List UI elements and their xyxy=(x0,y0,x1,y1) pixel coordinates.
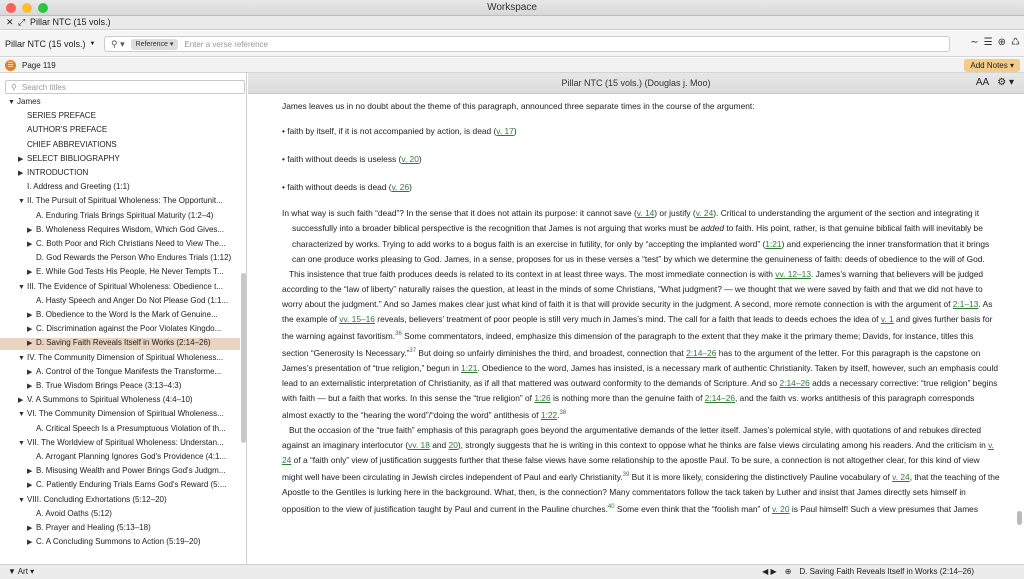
toc-item[interactable] xyxy=(0,253,240,265)
toc-item-label: A. Control of the Tongue Manifests the Transforme... xyxy=(36,366,222,376)
bullet-item: • faith without deeds is dead (v. 26) xyxy=(282,182,412,193)
toc-item-label: E. While God Tests His People, He Never Tempts T... xyxy=(36,267,224,277)
verse-link[interactable]: 1:21 xyxy=(765,238,782,249)
toc-item-label: C. Discrimination against the Poor Violates Kingdo... xyxy=(36,324,222,334)
verse-reference-input[interactable] xyxy=(184,40,784,49)
toc-item[interactable] xyxy=(0,409,240,421)
status-left[interactable]: ▼ Art ▾ xyxy=(8,567,35,576)
paragraph-3: But the occasion of the “true faith” emphasis of this paragraph goes beyond the argumentative demands of the letter itself. James’s polemical style, with quotations of and rebukes directed against an imaginary interlocutor (vv. 18 and 20), strongly suggests that he is writing in this context to oppose what he thinks are false views circulating among his readers. And the criticism in v. 24 of a “faith only” view of justification suggests further that these false views have some relationship to the apostle Paul. To be sure, a connection is not altogether clear, for this kind of view might well have been circulating in Jewish circles independent of Paul and early Christianity.$^{39}$ But it is more likely, considering the distinctively Pauline vocabulary of v. 24, that the teaching of the Apostle to the Gentiles is lurking here in the background. What, then, is the connection? Many commentators follow the tack taken by Luther and insist that James directly sets himself in opposition to the view of justification taught by Paul and current in the Pauline churches.$^{40}$ Some even think that the “foolish man” of v. 20 is Paul himself! Such a view presumes that James xyxy=(282,425,1000,515)
bullet-item: • faith without deeds is useless (v. 20) xyxy=(282,154,422,165)
toc-item[interactable] xyxy=(0,381,240,393)
globe-icon[interactable]: ⊕ xyxy=(784,567,792,576)
toc-item[interactable] xyxy=(0,154,240,166)
toc-item-label: A. Hasty Speech and Anger Do Not Please God (1:1... xyxy=(36,295,229,305)
toc-item[interactable] xyxy=(0,509,240,521)
toc-item-label: II. The Pursuit of Spiritual Wholeness: The Opportunit... xyxy=(27,196,223,206)
verse-link[interactable]: vv. 15–16 xyxy=(339,314,375,325)
toc-item-label: V. A Summons to Spiritual Wholeness (4:4–10) xyxy=(27,395,193,405)
toc-item[interactable] xyxy=(0,424,240,436)
toc-item[interactable] xyxy=(0,239,240,251)
chevron-down-icon[interactable]: ▼ xyxy=(18,496,25,504)
toc-item[interactable] xyxy=(0,452,240,464)
recycle-icon[interactable]: ♺ xyxy=(1011,37,1020,48)
toc-item[interactable] xyxy=(0,296,240,308)
chevron-down-icon[interactable]: ▼ xyxy=(18,411,25,419)
toc-item[interactable] xyxy=(0,267,240,279)
toc-item-label: IV. The Community Dimension of Spiritual Wholeness... xyxy=(27,352,224,362)
toc-item[interactable] xyxy=(0,168,240,180)
status-left-label: Art xyxy=(17,567,28,576)
toc-item[interactable] xyxy=(0,523,240,535)
chevron-right-icon[interactable]: ▶ xyxy=(27,326,33,334)
toc-item-label: B. Wholeness Requires Wisdom, Which God Gives... xyxy=(36,224,225,234)
verse-link[interactable]: v. 17 xyxy=(496,126,514,137)
toc-item-label: C. Patiently Enduring Trials Earns God's Reward (5:... xyxy=(36,480,227,490)
window-title: Workspace xyxy=(487,2,537,13)
footnote-marker[interactable]: 39 xyxy=(622,472,630,479)
expand-icon[interactable]: ⤢ xyxy=(18,17,26,27)
chevron-down-icon[interactable]: ▼ xyxy=(18,354,25,362)
verse-link[interactable]: 2:14–26 xyxy=(704,393,736,404)
toc-item[interactable] xyxy=(0,466,240,478)
footnote-marker[interactable]: 37 xyxy=(409,348,417,355)
verse-link[interactable]: 2:14–26 xyxy=(686,347,717,358)
chevron-right-icon[interactable]: ▶ xyxy=(27,312,33,319)
toc-sidebar xyxy=(0,73,247,564)
add-notes-label: Add Notes xyxy=(970,61,1008,70)
reference-type-pill[interactable]: Reference ▾ xyxy=(131,39,179,50)
verse-link[interactable]: vv. 18 xyxy=(408,440,430,451)
chevron-right-icon[interactable]: ▶ xyxy=(27,340,33,348)
paragraph-1: In what way is such faith “dead”? In the sense that it does not attain its purpose: it cannot save (v. 14) or justify (v. 24). Critical to understanding the argument of the section and integrating it successfully into a broader biblical perspective is the recognition that James is not arguing that works must be added to faith. His point, rather, is that genuine biblical faith will inevitably be characterized by works. Trying to add works to a bogus faith is an exercise in futility, for only by “accepting the implanted word” (1:21) and experiencing the inner transformation that it brings can one produce works pleasing to God. James, in a sense, proposes for us in these verses a “test” by which we determine the genuineness of faith: deeds of obedience to the will of God. xyxy=(282,208,990,264)
verse-link[interactable]: 2:14–26 xyxy=(779,378,810,388)
page-bar xyxy=(0,58,1024,73)
chevron-right-icon[interactable]: ▶ xyxy=(18,170,24,177)
toc-item[interactable] xyxy=(0,338,240,350)
toc-item-label: A. Enduring Trials Brings Spiritual Maturity (1:2–4) xyxy=(36,210,214,220)
chevron-right-icon[interactable]: ▶ xyxy=(18,397,24,405)
footnote-marker[interactable]: 38 xyxy=(559,410,567,417)
toc-item-label: C. A Concluding Summons to Action (5:19–20) xyxy=(36,537,201,547)
window-titlebar xyxy=(0,0,1024,16)
toc-item[interactable] xyxy=(0,282,240,294)
chevron-right-icon[interactable]: ▶ xyxy=(27,226,33,234)
chevron-right-icon[interactable]: ▶ xyxy=(27,539,33,547)
toc-item[interactable] xyxy=(0,310,240,322)
toc-item-label: III. The Evidence of Spiritual Wholeness: Obedience t... xyxy=(27,281,223,291)
content-pane xyxy=(248,73,1024,564)
list-icon[interactable]: ☰ xyxy=(983,37,993,48)
title-search-placeholder: Search titles xyxy=(21,82,66,92)
toc-item-label: B. Obedience to the Word Is the Mark of Genuine... xyxy=(36,310,218,319)
toc-toggle-icon[interactable]: ☰ xyxy=(5,60,16,71)
toc-item-label: B. Misusing Wealth and Power Brings God's Judgm... xyxy=(36,466,226,476)
toc-item-label: James xyxy=(17,97,41,106)
toc-item-label: CHIEF ABBREVIATIONS xyxy=(27,139,117,149)
chevron-right-icon[interactable]: ▶ xyxy=(27,482,33,490)
verse-link[interactable]: vv. 12–13 xyxy=(775,268,811,279)
toc-item-label: B. Prayer and Healing (5:13–18) xyxy=(36,523,151,532)
toc-item[interactable] xyxy=(0,537,240,549)
toc-item-label: A. Critical Speech Is a Presumptuous Violation of th... xyxy=(36,423,226,433)
toc-item[interactable] xyxy=(0,182,240,194)
toc-item[interactable] xyxy=(0,196,240,208)
article-text xyxy=(282,99,1000,517)
chevron-right-icon[interactable]: ▶ xyxy=(27,368,33,376)
toc-item[interactable] xyxy=(0,140,240,152)
toolbar xyxy=(0,31,1024,57)
toc-item[interactable] xyxy=(0,367,240,379)
add-notes-button[interactable]: Add Notes ▾ xyxy=(964,59,1020,72)
chevron-right-icon[interactable]: ▶ xyxy=(27,468,33,476)
toc-item-label: INTRODUCTION xyxy=(27,168,89,177)
verse-link[interactable]: v. 14 xyxy=(636,208,655,219)
bullet-item: • faith by itself, if it is not accompanied by action, is dead (v. 17) xyxy=(282,126,517,137)
toc-item[interactable] xyxy=(0,353,240,365)
toc-item[interactable] xyxy=(0,395,240,407)
toc-item[interactable] xyxy=(0,480,240,492)
toc-item[interactable] xyxy=(0,111,240,123)
search-icon[interactable]: ⚲ ▾ xyxy=(111,38,125,49)
toc-item-label: D. Saving Faith Reveals Itself in Works (2:14–26) xyxy=(36,338,211,348)
verse-link[interactable]: v. 24 xyxy=(282,440,994,466)
verse-link[interactable]: 1:26 xyxy=(534,393,551,404)
toc-item-label: I. Address and Greeting (1:1) xyxy=(27,182,130,192)
toc-item[interactable] xyxy=(0,225,240,237)
verse-link[interactable]: v. 26 xyxy=(391,182,410,193)
footnote-marker[interactable]: 36 xyxy=(395,331,402,338)
sidebar-scrollbar[interactable] xyxy=(241,273,246,443)
toc-item-label: VIII. Concluding Exhortations (5:12–20) xyxy=(27,494,167,504)
close-tab-icon[interactable]: ✕ xyxy=(6,17,14,27)
verse-link[interactable]: v. 1 xyxy=(880,314,894,325)
verse-link[interactable]: 20 xyxy=(448,440,458,451)
title-search-input[interactable] xyxy=(5,80,245,94)
verse-link[interactable]: 1:21 xyxy=(461,362,478,373)
toc-item-label: B. True Wisdom Brings Peace (3:13–4:3) xyxy=(36,381,182,390)
verse-link[interactable]: 2:1–13 xyxy=(952,298,979,309)
toc-item-label: C. Both Poor and Rich Christians Need to View The... xyxy=(36,239,226,248)
chevron-right-icon[interactable]: ▶ xyxy=(27,269,33,277)
link-icon[interactable]: ∼ xyxy=(970,37,979,48)
verse-link[interactable]: v. 20 xyxy=(401,154,419,165)
chevron-down-icon: ▼ xyxy=(89,41,96,47)
toc-item-label: AUTHOR'S PREFACE xyxy=(27,125,108,135)
intro-paragraph: James leaves us in no doubt about the theme of this paragraph, announced three separate times in the course of the argument: xyxy=(282,101,755,111)
toc-item[interactable] xyxy=(0,125,240,137)
gear-icon[interactable]: ⚙ ▾ xyxy=(997,77,1014,88)
reference-search-box xyxy=(104,36,950,52)
toc-item-label: A. Arrogant Planning Ignores God's Providence (4:1... xyxy=(36,452,227,461)
toc-item-label: A. Avoid Oaths (5:12) xyxy=(36,508,112,518)
reference-pill-label: Reference xyxy=(135,40,168,48)
content-header xyxy=(248,73,1024,94)
tab-title[interactable]: Pillar NTC (15 vols.) xyxy=(30,17,111,27)
toc-item[interactable] xyxy=(0,438,240,450)
toolbar-icons xyxy=(970,37,1020,48)
toc-item-label: VII. The Worldview of Spiritual Wholeness: Understan... xyxy=(27,437,224,447)
search-icon: ⚲ xyxy=(11,82,17,92)
chevron-right-icon[interactable]: ▶ xyxy=(18,155,24,163)
toc-item[interactable] xyxy=(0,97,240,109)
toc-item[interactable] xyxy=(0,211,240,223)
chevron-down-icon[interactable]: ▼ xyxy=(18,439,25,447)
chevron-down-icon[interactable]: ▼ xyxy=(18,198,25,206)
chevron-right-icon[interactable]: ▶ xyxy=(27,383,33,390)
chevron-down-icon[interactable]: ▼ xyxy=(18,283,25,291)
status-bar xyxy=(0,564,1024,579)
toc-item[interactable] xyxy=(0,495,240,507)
verse-link[interactable]: v. 24 xyxy=(892,472,910,483)
content-title: Pillar NTC (15 vols.) (Douglas j. Moo) xyxy=(561,78,711,88)
toc-item-label: SERIES PREFACE xyxy=(27,111,96,121)
add-icon[interactable]: ⊕ xyxy=(997,37,1007,48)
toc-item[interactable] xyxy=(0,324,240,336)
verse-link[interactable]: v. 20 xyxy=(771,504,790,515)
toc-item-label: VI. The Community Dimension of Spiritual Wholeness... xyxy=(27,409,224,419)
resource-dropdown[interactable] xyxy=(5,37,97,51)
chevron-right-icon[interactable]: ▶ xyxy=(27,525,33,532)
verse-link[interactable]: 1:22 xyxy=(540,409,558,420)
resource-label: Pillar NTC (15 vols.) xyxy=(5,39,86,49)
verse-link[interactable]: v. 24 xyxy=(695,208,714,219)
chevron-down-icon[interactable]: ▼ xyxy=(8,99,15,106)
footnote-marker[interactable]: 40 xyxy=(607,504,615,511)
nav-arrows-icon[interactable]: ◀ ▶ xyxy=(762,567,777,576)
tab-bar xyxy=(0,16,1024,30)
page-number: Page 119 xyxy=(22,61,56,70)
toc-item-label: SELECT BIBLIOGRAPHY xyxy=(27,153,120,163)
toc-item-label: D. God Rewards the Person Who Endures Trials (1:12) xyxy=(36,253,232,263)
content-scrollbar[interactable] xyxy=(1017,511,1022,525)
chevron-right-icon[interactable]: ▶ xyxy=(27,241,33,248)
font-size-button[interactable]: AA xyxy=(975,77,990,88)
current-section-label: D. Saving Faith Reveals Itself in Works (2:14–26) xyxy=(799,567,974,576)
paragraph-2: This insistence that true faith produces deeds is related to its context in at least three ways. The most immediate connection is with vv. 12–13. James’s warning that believers will be judged according to the “law of liberty” naturally raises the question, at least in the minds of some Christians, “What judgment? — we thought that we were saved by faith and that we did not have to worry about the judgment.” And so James makes clear just what kind of faith it is that will provide security in the judgment. A second, more remote connection is with the argument of 2:1–13. As the example of vv. 15–16 reveals, believers’ treatment of poor people is still very much in James’s mind. The call for a faith that leads to deeds echoes the idea of v. 1 and gives further basis for the warning against favoritism.$^{36}$ Some commentators, indeed, emphasize this dimension of the paragraph to the extent that they make it the primary theme; Davids, for instance, titles this section “Generosity Is Necessary.”$^{37}$ But doing so unfairly diminishes the third, and broadest, connection that 2:14–26 has to the argument of the letter. For this paragraph is the capstone on James’s presentation of “true religion,” begun in 1:21. Obedience to the word, James has insisted, is a necessary mark of authentic Christianity. Taken by itself, however, such an emphasis could lead to an externalistic interpretation of Christianity, as if all that mattered was outward conformity to the demands of Scripture. And so 2:14–26 adds a necessary corrective: “true religion” begins with faith — but a faith that works. In this sense the “true religion” of 1:26 is nothing more than the genuine faith of 2:14–26, and the faith vs. works antithesis of this paragraph corresponds almost exactly to the “hearing the word”/“doing the word” antithesis of 1:22.38 xyxy=(282,268,998,420)
